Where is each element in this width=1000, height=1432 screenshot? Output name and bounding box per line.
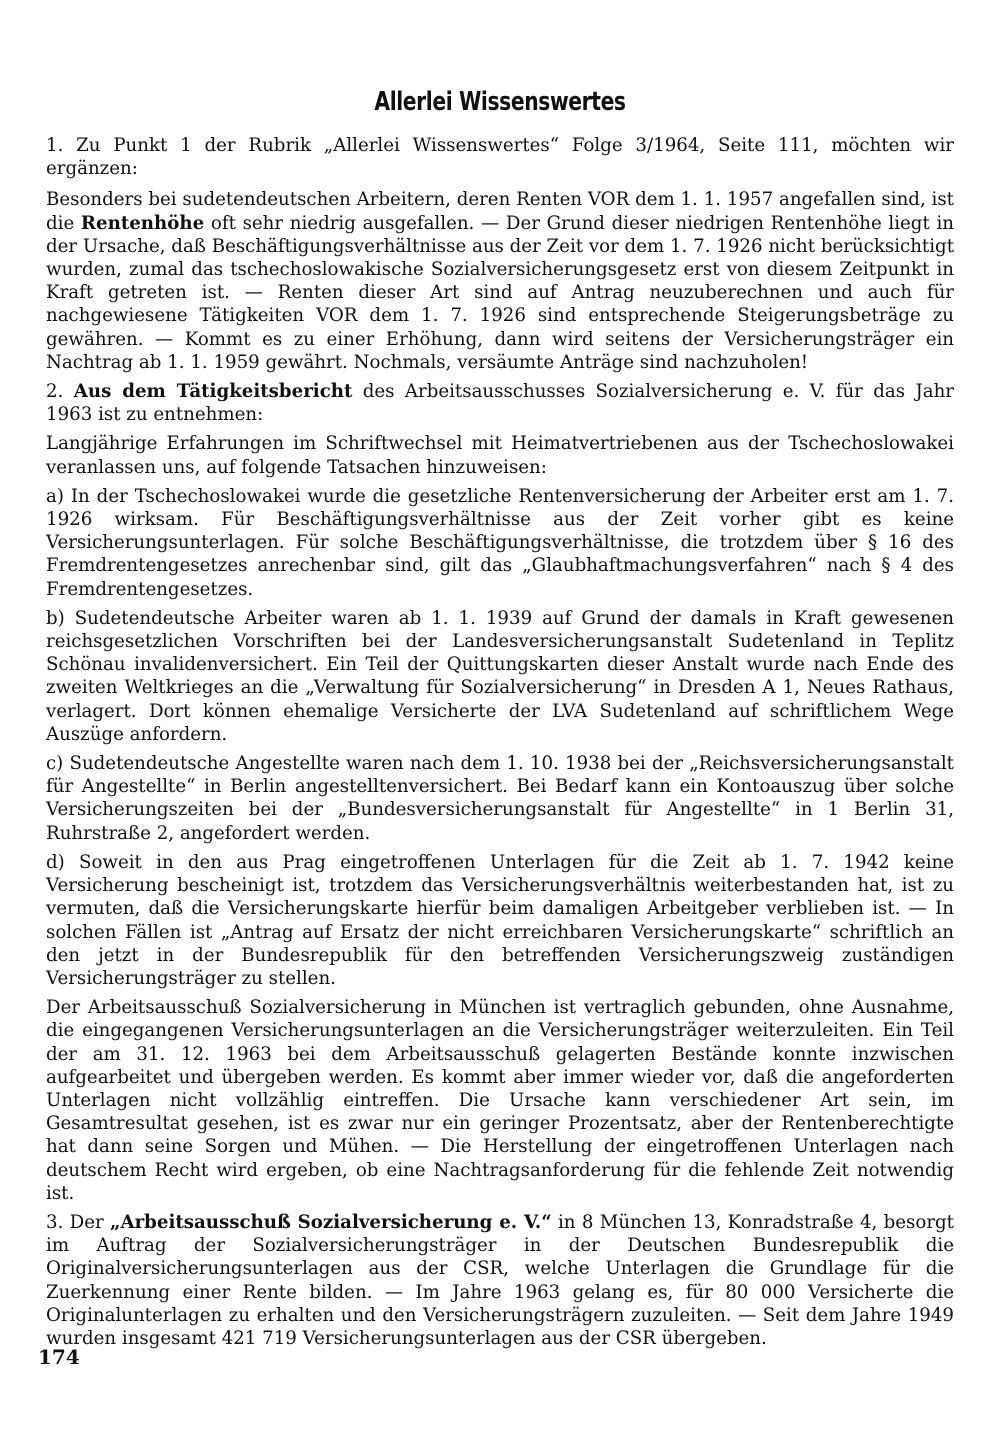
paragraph-3-bold: Aus dem Tätigkeitsbericht: [73, 381, 353, 403]
paragraph-b: b) Sudetendeutsche Arbeiter waren ab 1. 1. 1939 auf Grund der damals in Kraft gewesenen reichsgesetzlichen Vorschriften bei der Landesversicherungsanstalt Sudetenland in Teplitz Schönau invalidenversichert. Ein Teil der Quittungskarten dieser Anstalt wurde nach Ende des zweiten Weltkrieges an die „Verwaltung für Sozialversicherung“ in Dresden A 1, Neues Rathaus, verlagert. Dort können ehemalige Versicherte der LVA Sudetenland auf schriftlichem Wege Auszüge anfordern.: [46, 607, 954, 745]
paragraph-3-text-c: des Arbeitsausschusses Sozialversicherung e. V. für das Jahr 1963 ist zu entnehmen:: [46, 381, 954, 426]
paragraph-a: a) In der Tschechoslowakei wurde die gesetzliche Rentenversicherung der Arbeiter erst am 1. 7. 1926 wirksam. Für Beschäftigungsverhältnisse aus der Zeit vorher gibt es keine Versicherungsunterlagen. Für solche Beschäftigungsverhältnisse, die trotzdem über § 16 des Fremdrentengesetzes anrechenbar sind, gilt das „Glaubhaftmachungsverfahren“ nach § 4 des Fremdrentengesetzes.: [46, 485, 954, 600]
paragraph-10: [46, 1211, 954, 1350]
paragraph-d: d) Soweit in den aus Prag eingetroffenen Unterlagen für die Zeit ab 1. 7. 1942 keine Versicherung bescheinigt ist, trotzdem das Versicherungsverhältnis weiterbestanden hat, ist zu vermuten, daß die Versicherungskarte hierfür beim damaligen Arbeitgeber verblieben ist. — In solchen Fällen ist „Antrag auf Ersatz der nicht erreichbaren Versicherungskarte“ schriftlich an den jetzt in der Bundesrepublik für den betreffenden Versicherungszweig zuständigen Versicherungsträger zu stellen.: [46, 851, 954, 989]
paragraph-2-text-a: Besonders bei sudetendeutschen Arbeitern, deren Renten VOR dem 1. 1. 1957 angefallen sind, ist die: [46, 189, 954, 234]
paragraph-c: c) Sudetendeutsche Angestellte waren nach dem 1. 10. 1938 bei der „Reichsversicherungsanstalt für Angestellte“ in Berlin angestelltenversichert. Bei Bedarf kann ein Kontoauszug über solche Versicherungszeiten bei der „Bundesversicherungsanstalt für Angestellte“ in 1 Berlin 31, Ruhrstraße 2, angefordert werden.: [46, 753, 954, 844]
page-number: 174: [38, 1345, 80, 1369]
paragraph-2-bold: Rentenhöhe: [80, 212, 205, 234]
paragraph-3-text-a: 2.: [46, 381, 74, 403]
paragraph-1: 1. Zu Punkt 1 der Rubrik „Allerlei Wissenswertes“ Folge 3/1964, Seite 111, möchten wir ergänzen:: [46, 135, 954, 180]
document-page: [46, 86, 954, 1356]
paragraph-10-text-c: in 8 München 13, Konradstraße 4, besorgt im Auftrag der Sozialversicherungsträger in der Deutschen Bundesrepublik die Originalversicherungsunterlagen aus der CSR, welche Unterlagen die Grundlage für die Zuerkennung einer Rente bilden. — Im Jahre 1963 gelang es, für 80 000 Versicherte die Originalunterlagen zu erhalten und den Versicherungsträgern zuzuleiten. — Seit dem Jahre 1949 wurden insgesamt 421 719 Versicherungsunterlagen aus der CSR übergeben.: [46, 1211, 954, 1349]
paragraph-2-text-c: oft sehr niedrig ausgefallen. — Der Grund dieser niedrigen Rentenhöhe liegt in der Ursache, daß Beschäftigungsverhältnisse aus der Zeit vor dem 1. 7. 1926 nicht berücksichtigt wurden, zumal das tschechoslowakische Sozialversicherungsgesetz erst von diesem Zeitpunkt in Kraft getreten ist. — Renten dieser Art sind auf Antrag neuzuberechnen und auch für nachgewiesene Tätigkeiten VOR dem 1. 7. 1926 sind entsprechende Steigerungsbeträge zu gewähren. — Kommt es zu einer Erhöhung, dann wird seitens der Versicherungsträger ein Nachtrag ab 1. 1. 1959 gewährt. Nochmals, versäumte Anträge sind nachzuholen!: [46, 212, 954, 373]
paragraph-9: Der Arbeitsausschuß Sozialversicherung in München ist vertraglich gebunden, ohne Ausnahme, die eingegangenen Versicherungsunterlagen an die Versicherungsträger weiterzuleiten. Ein Teil der am 31. 12. 1963 bei dem Arbeitsausschuß gelagerten Bestände konnte inzwischen aufgearbeitet und übergeben werden. Es kommt aber immer wieder vor, daß die angeforderten Unterlagen nicht vollzählig eintreffen. Die Ursache kann verschiedener Art sein, im Gesamtresultat gesehen, ist es zwar nur ein geringer Prozentsatz, aber der Rentenberechtigte hat dann seine Sorgen und Mühen. — Die Herstellung der eingetroffenen Unterlagen nach deutschem Recht wird ergeben, ob eine Nachtragsanforderung für die fehlende Zeit notwendig ist.: [46, 997, 954, 1204]
paragraph-4: Langjährige Erfahrungen im Schriftwechsel mit Heimatvertriebenen aus der Tschechoslowakei veranlassen uns, auf folgende Tatsachen hinzuweisen:: [46, 433, 954, 478]
paragraph-10-bold: „Arbeitsausschuß Sozialversicherung e. V.“: [110, 1211, 552, 1233]
page-title: Allerlei Wissenswertes: [374, 87, 626, 117]
paragraph-3: [46, 380, 954, 426]
paragraph-2: [46, 188, 954, 374]
paragraph-10-text-a: 3. Der: [46, 1211, 110, 1233]
